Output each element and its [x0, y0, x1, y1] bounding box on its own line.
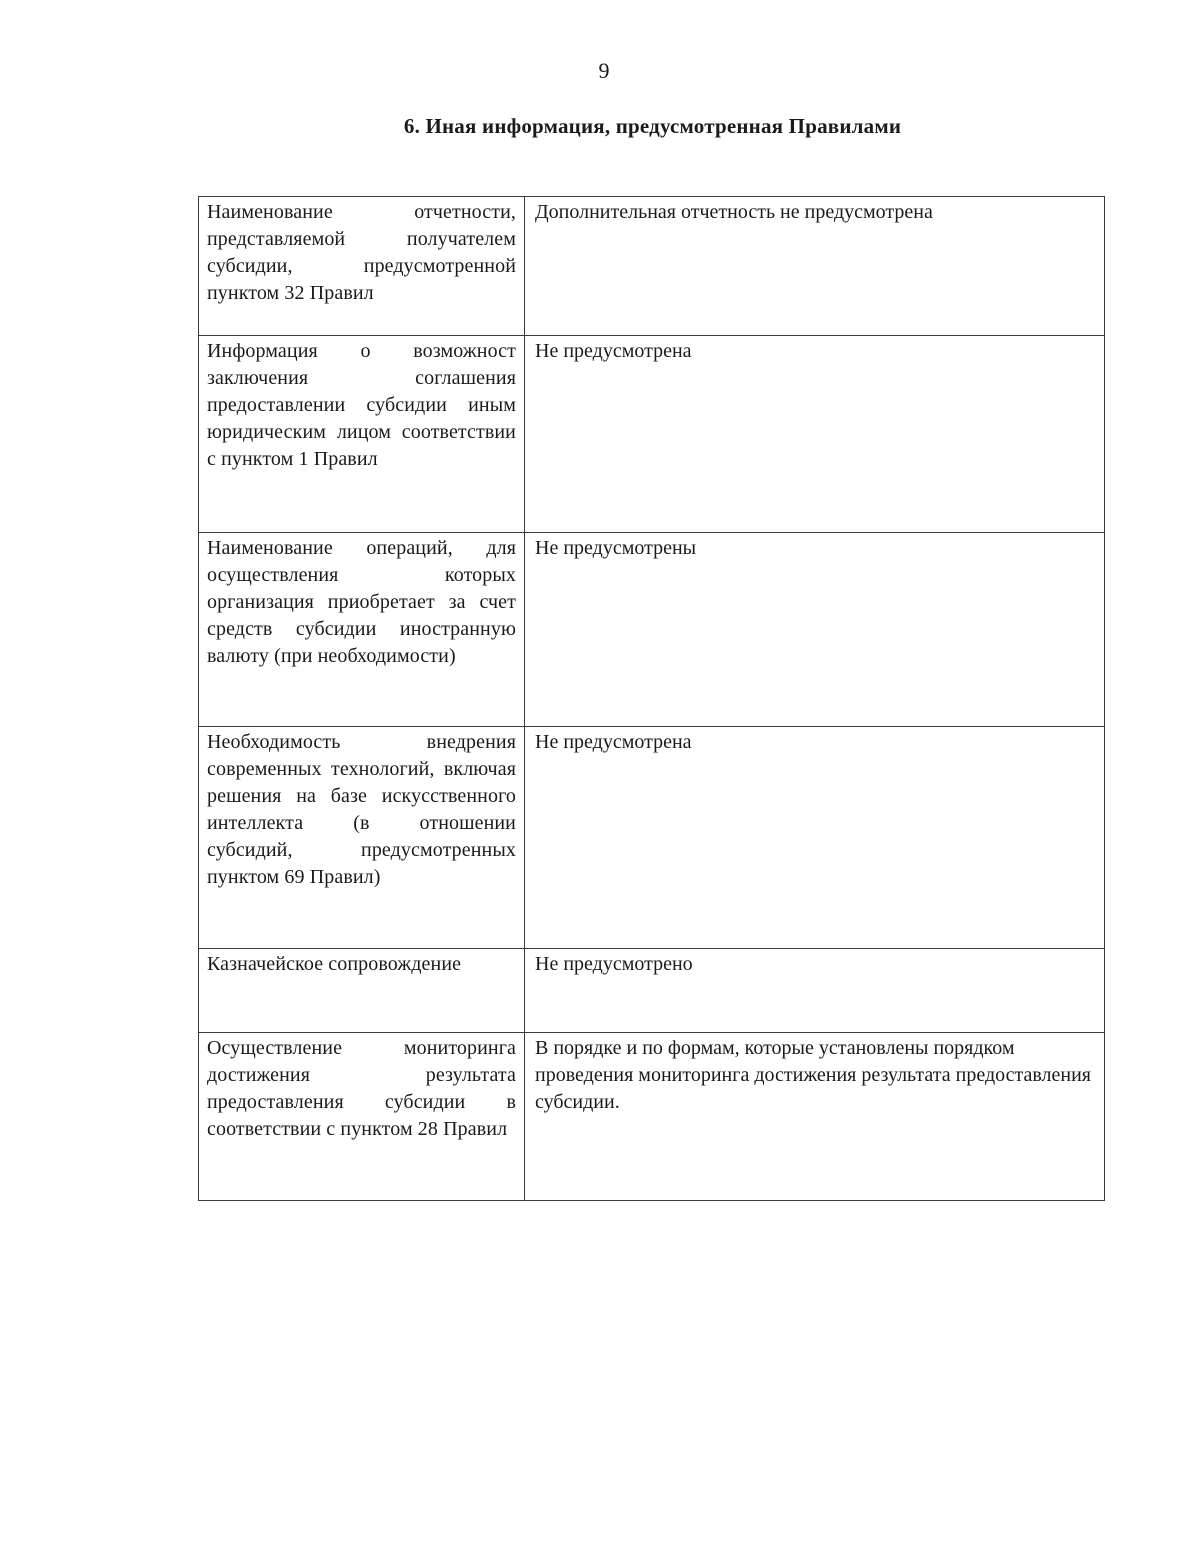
row-label: Информация о возможност заключения соглашения предоставлении субсидии иным юридическим лицом соответствии с пунктом 1 Правил [199, 336, 525, 533]
table-row [199, 533, 1105, 727]
row-label: Осуществление мониторинга достижения результата предоставления субсидии в соответствии с пунктом 28 Правил [199, 1033, 525, 1201]
row-value: Не предусмотрено [525, 949, 1105, 1033]
page-number: 9 [598, 58, 610, 83]
row-value: Не предусмотрена [525, 727, 1105, 949]
row-value: Дополнительная отчетность не предусмотрена [525, 197, 1105, 336]
row-label: Наименование отчетности, представляемой получателем субсидии, предусмотренной пунктом 32 Правил [199, 197, 525, 336]
row-label: Казначейское сопровождение [199, 949, 525, 1033]
table-row [199, 949, 1105, 1033]
row-label: Необходимость внедрения современных технологий, включая решения на базе искусственного интеллекта (в отношении субсидий, предусмотренных пунктом 69 Правил) [199, 727, 525, 949]
row-value: В порядке и по формам, которые установлены порядком проведения мониторинга достижения результата предоставления субсидии. [525, 1033, 1105, 1201]
table-row [199, 336, 1105, 533]
table-row [199, 1033, 1105, 1201]
row-value: Не предусмотрены [525, 533, 1105, 727]
row-label: Наименование операций, для осуществления которых организация приобретает за счет средств субсидии иностранную валюту (при необходимости) [199, 533, 525, 727]
row-value: Не предусмотрена [525, 336, 1105, 533]
info-table [198, 196, 1105, 1201]
table-row [199, 197, 1105, 336]
table-row [199, 727, 1105, 949]
section-title: 6. Иная информация, предусмотренная Правилами [403, 114, 902, 138]
